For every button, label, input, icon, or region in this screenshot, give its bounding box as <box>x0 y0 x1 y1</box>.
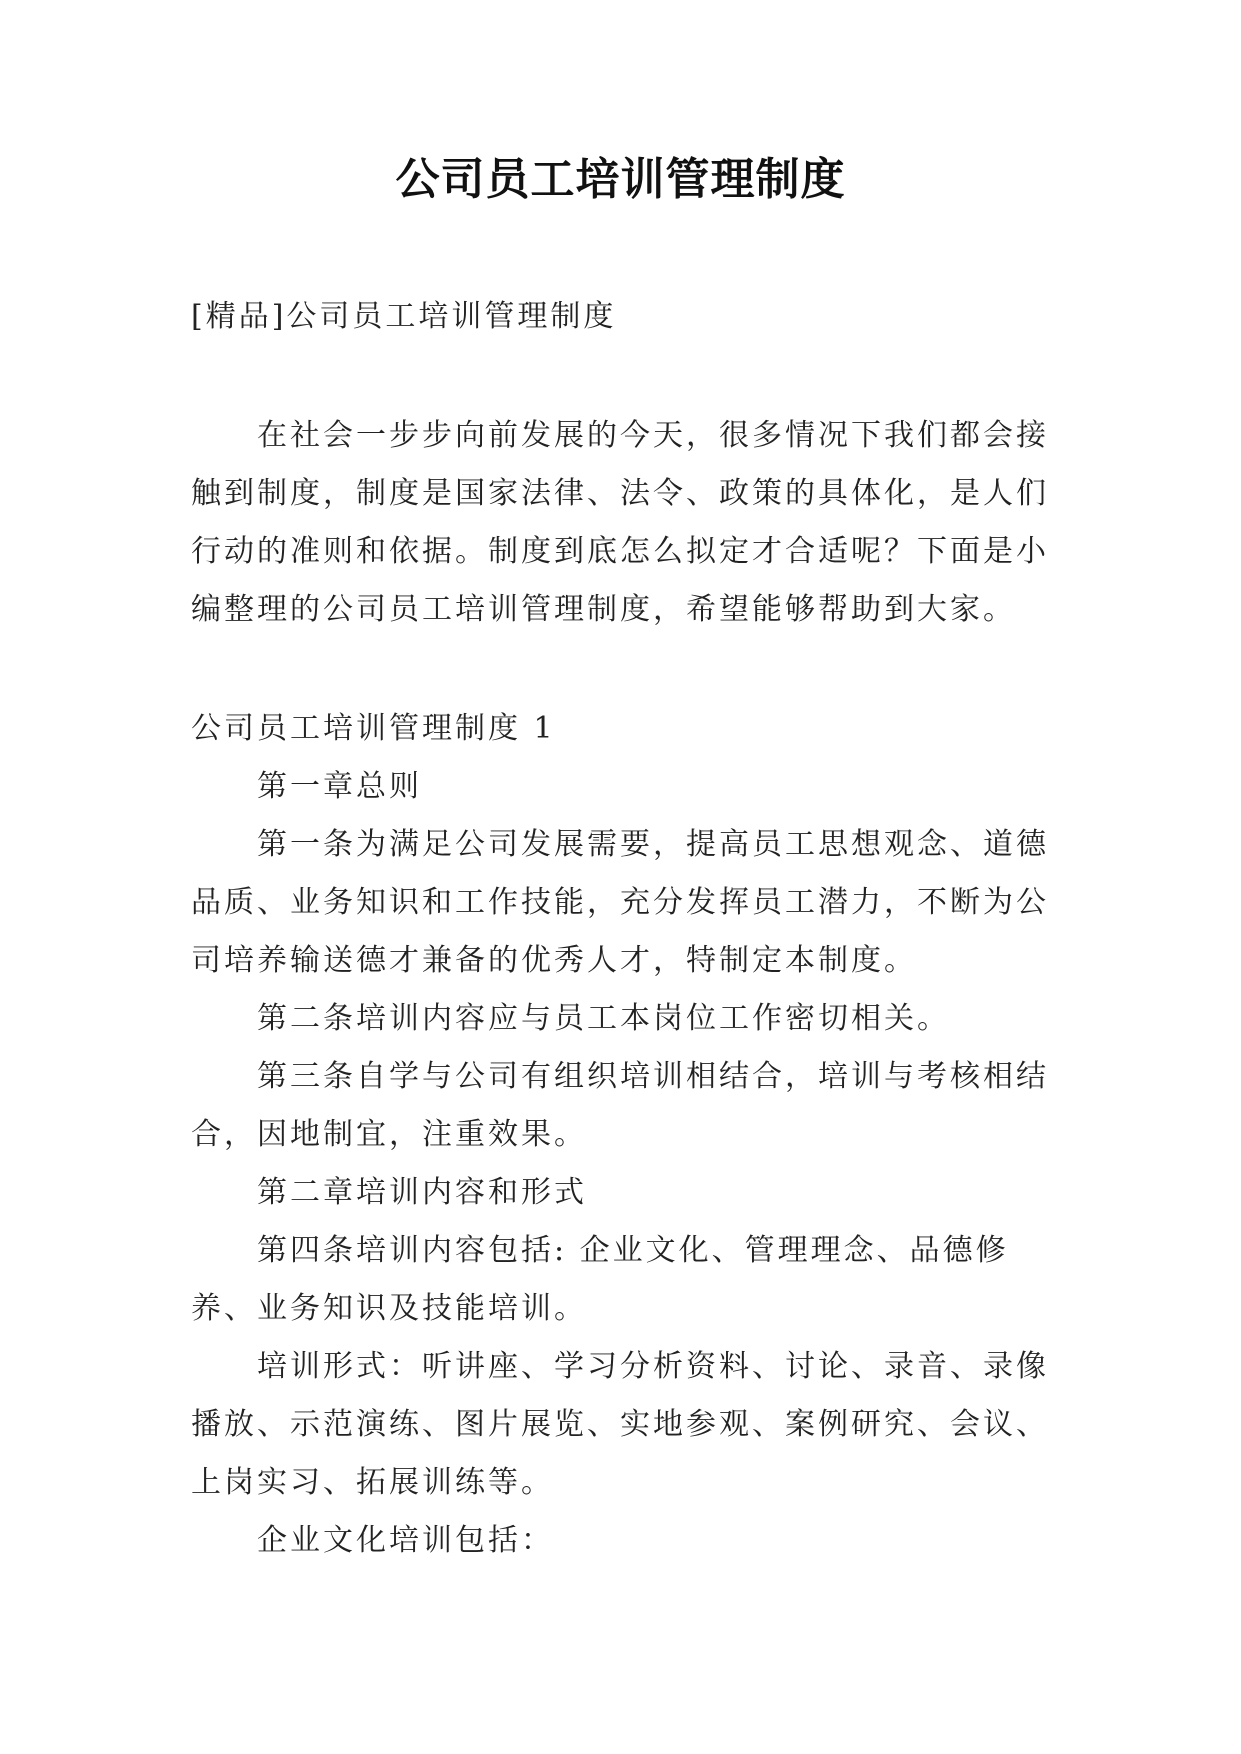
article-2: 第二条培训内容应与员工本岗位工作密切相关。 <box>257 1001 950 1036</box>
subtitle-text: [精品]公司员工培训管理制度 <box>191 299 617 334</box>
article-3: 第三条自学与公司有组织培训相结合，培训与考核相结合，因地制宜，注重效果。 <box>191 1059 1049 1152</box>
chapter-heading-2: 第二章培训内容和形式 <box>257 1175 587 1210</box>
intro-paragraph-block <box>191 407 1059 639</box>
chapter-heading-1: 第一章总则 <box>257 769 422 804</box>
section-heading: 公司员工培训管理制度 1 <box>191 711 556 746</box>
article-4: 第四条培训内容包括: 企业文化、管理理念、品德修养、业务知识及技能培训。 <box>191 1233 1009 1326</box>
document-title: 公司员工培训管理制度 <box>395 154 846 205</box>
document-subtitle <box>191 288 1059 346</box>
section-content <box>191 700 1059 1570</box>
intro-paragraph: 在社会一步步向前发展的今天，很多情况下我们都会接触到制度，制度是国家法律、法令、政策的具体化，是人们行动的准则和依据。制度到底怎么拟定才合适呢？下面是小编整理的公司员工培训管理制度，希望能够帮助到大家。 <box>191 418 1049 627</box>
article-1: 第一条为满足公司发展需要，提高员工思想观念、道德品质、业务知识和工作技能，充分发挥员工潜力，不断为公司培养输送德才兼备的优秀人才，特制定本制度。 <box>191 827 1049 978</box>
culture-training-heading: 企业文化培训包括： <box>257 1523 554 1558</box>
training-forms: 培训形式：听讲座、学习分析资料、讨论、录音、录像播放、示范演练、图片展览、实地参观、案例研究、会议、上岗实习、拓展训练等。 <box>191 1349 1049 1500</box>
